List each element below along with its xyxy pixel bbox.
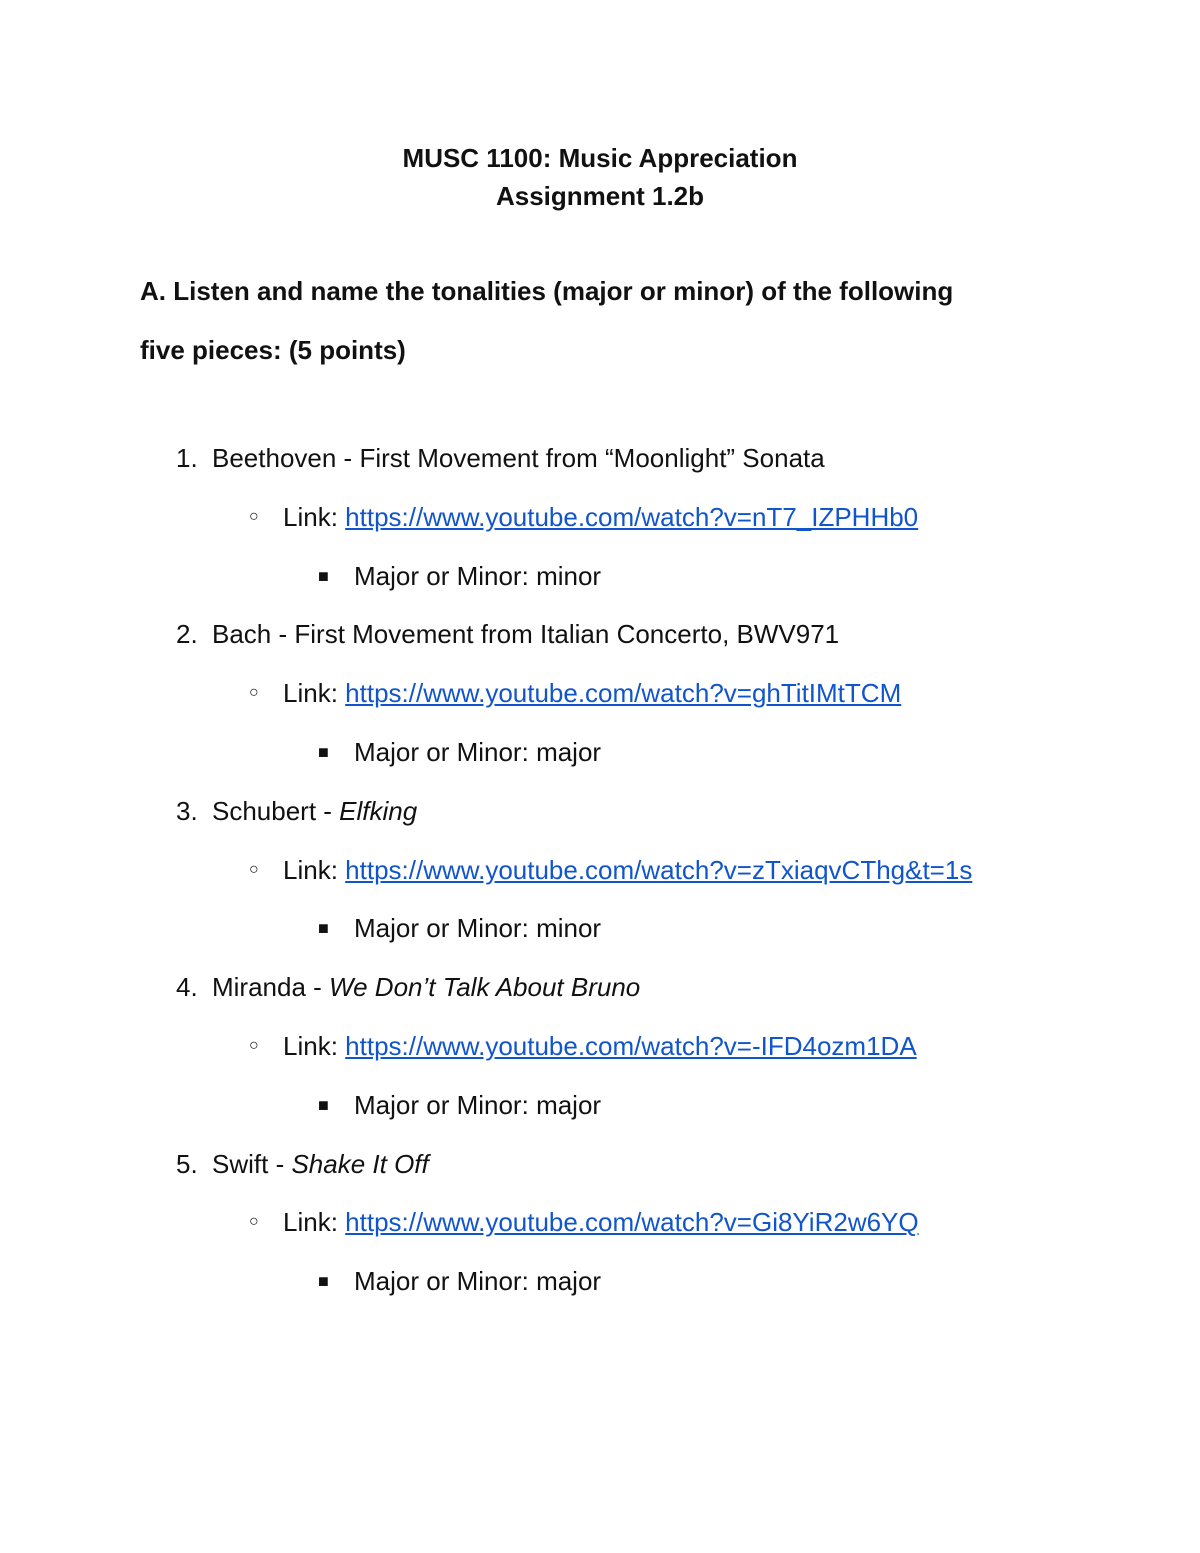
link-row <box>0 841 1200 900</box>
hollow-bullet-icon: ○ <box>249 684 259 702</box>
list-item <box>0 782 1200 841</box>
link-label: Link: <box>283 854 338 885</box>
list-item <box>0 1135 1200 1194</box>
answer-value: minor <box>536 913 602 944</box>
document-header <box>0 139 1200 215</box>
link-row <box>0 1193 1200 1252</box>
hollow-bullet-icon: ○ <box>249 1213 259 1231</box>
youtube-link[interactable]: https://www.youtube.com/watch?v=ghTitIMtTCM <box>345 678 902 709</box>
composer: Bach - <box>212 619 295 650</box>
piece-title: We Don’t Talk About Bruno <box>329 972 641 1003</box>
square-bullet-icon: ■ <box>318 1271 329 1292</box>
section-a-line-1: A. Listen and name the tonalities (major or minor) of the following <box>140 276 954 306</box>
list-item <box>0 429 1200 488</box>
square-bullet-icon: ■ <box>318 565 329 586</box>
item-number: 5. <box>176 1148 198 1179</box>
pieces-list <box>0 429 1200 1311</box>
item-number: 1. <box>176 443 198 473</box>
answer-value: minor <box>536 560 602 591</box>
answer-label: Major or Minor: <box>354 913 529 944</box>
list-item <box>0 958 1200 1017</box>
item-number: 4. <box>176 972 198 1003</box>
piece-description <box>212 782 417 841</box>
piece-description <box>212 958 640 1017</box>
section-a-heading <box>140 262 1080 380</box>
piece-title: Shake It Off <box>291 1148 429 1179</box>
answer-label: Major or Minor: <box>354 1266 529 1297</box>
answer-row <box>0 547 1200 606</box>
piece-title: First Movement from “Moonlight” Sonata <box>359 443 825 473</box>
youtube-link[interactable]: https://www.youtube.com/watch?v=zTxiaqvCThg&t=1s <box>345 854 973 885</box>
link-row <box>0 488 1200 547</box>
list-item <box>0 605 1200 664</box>
composer: Swift - <box>212 1148 292 1179</box>
section-a-line-2: five pieces: (5 points) <box>140 335 406 365</box>
hollow-bullet-icon: ○ <box>249 507 259 525</box>
square-bullet-icon: ■ <box>318 1094 329 1115</box>
answer-value: major <box>536 736 602 767</box>
answer-label: Major or Minor: <box>354 560 529 591</box>
piece-title: First Movement from Italian Concerto, BWV971 <box>294 619 840 650</box>
link-label: Link: <box>283 1207 338 1238</box>
piece-description <box>212 429 825 488</box>
link-label: Link: <box>283 678 338 709</box>
hollow-bullet-icon: ○ <box>249 860 259 878</box>
course-title: MUSC 1100: Music Appreciation <box>402 143 798 173</box>
piece-description <box>212 605 839 664</box>
answer-value: major <box>536 1266 602 1297</box>
link-label: Link: <box>283 501 338 532</box>
youtube-link[interactable]: https://www.youtube.com/watch?v=-IFD4ozm1DA <box>345 1030 917 1061</box>
composer: Beethoven - <box>212 443 360 473</box>
hollow-bullet-icon: ○ <box>249 1036 259 1054</box>
youtube-link[interactable]: https://www.youtube.com/watch?v=nT7_IZPHHb0 <box>345 501 919 532</box>
link-row <box>0 664 1200 723</box>
youtube-link[interactable]: https://www.youtube.com/watch?v=Gi8YiR2w6YQ <box>345 1207 919 1238</box>
answer-value: major <box>536 1089 602 1120</box>
piece-description <box>212 1135 429 1194</box>
assignment-title: Assignment 1.2b <box>495 181 705 211</box>
answer-label: Major or Minor: <box>354 736 529 767</box>
answer-row <box>0 899 1200 958</box>
square-bullet-icon: ■ <box>318 918 329 939</box>
square-bullet-icon: ■ <box>318 741 329 762</box>
item-number: 3. <box>176 795 198 826</box>
composer: Miranda - <box>212 972 330 1003</box>
piece-title: Elfking <box>339 795 418 826</box>
composer: Schubert - <box>212 795 340 826</box>
answer-label: Major or Minor: <box>354 1089 529 1120</box>
answer-row <box>0 1076 1200 1135</box>
answer-row <box>0 723 1200 782</box>
item-number: 2. <box>176 619 198 650</box>
link-label: Link: <box>283 1030 338 1061</box>
answer-row <box>0 1252 1200 1311</box>
link-row <box>0 1017 1200 1076</box>
